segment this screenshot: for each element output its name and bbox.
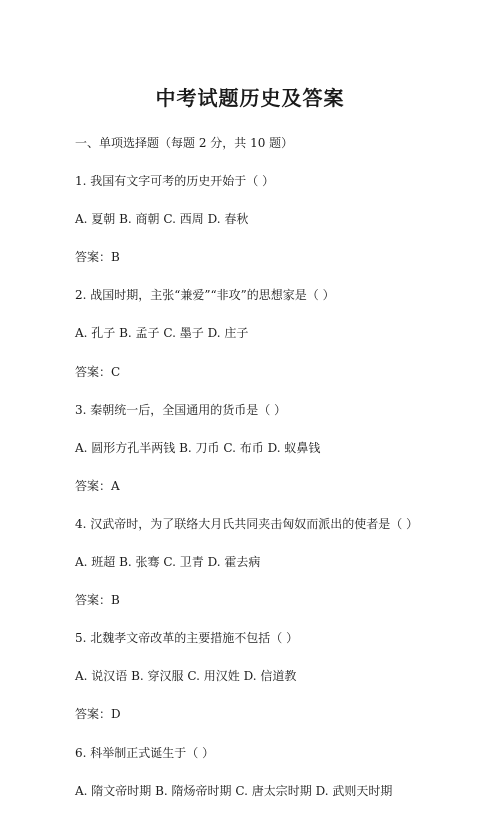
question-stem: 4. 汉武帝时，为了联络大月氏共同夹击匈奴而派出的使者是（ ） [75, 516, 419, 531]
question-options: A. 说汉语 B. 穿汉服 C. 用汉姓 D. 信道教 [75, 669, 297, 684]
question-stem: 5. 北魏孝文帝改革的主要措施不包括（ ） [75, 631, 299, 646]
question-answer: 答案：B [75, 593, 120, 608]
question-stem: 6. 科举制正式诞生于（ ） [75, 745, 215, 760]
section-heading: 一、单项选择题（每题 2 分，共 10 题） [75, 136, 294, 150]
question-list [75, 134, 475, 820]
question-answer: 答案：C [75, 364, 121, 379]
question-stem: 2. 战国时期，主张“兼爱”“非攻”的思想家是（ ） [75, 288, 335, 303]
question-answer: 答案：A [75, 478, 120, 493]
question-stem: 1. 我国有文字可考的历史开始于（ ） [75, 174, 275, 189]
question-options: A. 隋文帝时期 B. 隋炀帝时期 C. 唐太宗时期 D. 武则天时期 [75, 783, 393, 798]
question-answer: 答案：D [75, 707, 121, 722]
question-options: A. 孔子 B. 孟子 C. 墨子 D. 庄子 [75, 326, 249, 341]
question-options: A. 夏朝 B. 商朝 C. 西周 D. 春秋 [75, 212, 249, 227]
question-answer: 答案：B [75, 250, 120, 265]
question-stem: 3. 秦朝统一后，全国通用的货币是（ ） [75, 402, 287, 417]
question-options: A. 圆形方孔半两钱 B. 刀币 C. 布币 D. 蚁鼻钱 [75, 440, 321, 455]
question-options: A. 班超 B. 张骞 C. 卫青 D. 霍去病 [75, 555, 261, 570]
document-title: 中考试题历史及答案 [155, 86, 345, 110]
